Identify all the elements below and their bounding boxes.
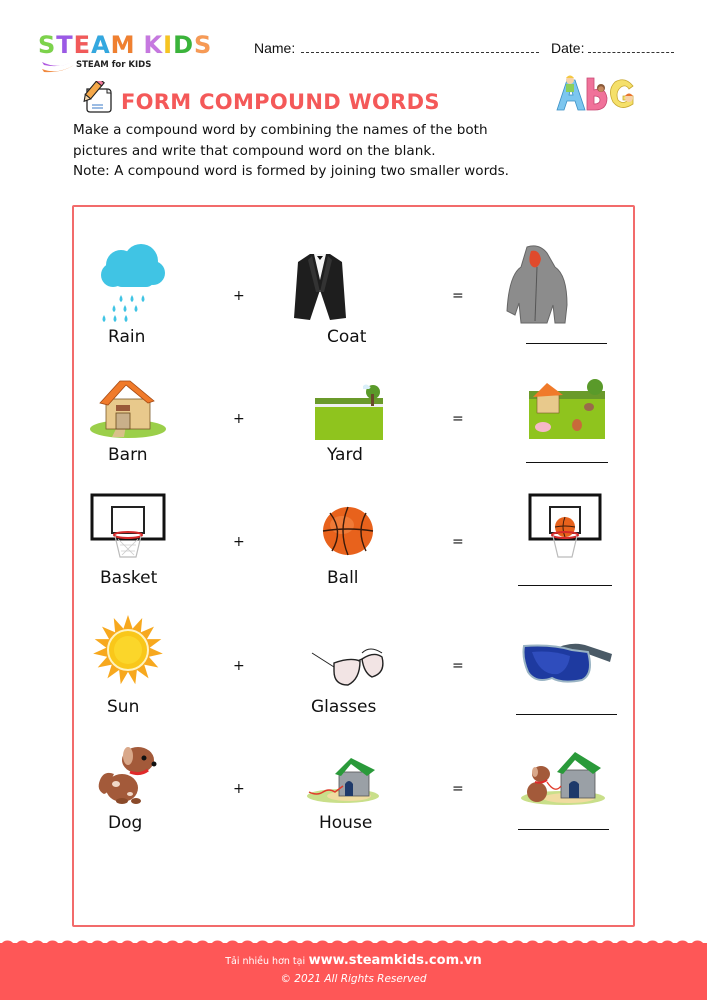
plus-sign: + (233, 534, 245, 550)
instruction-line: Make a compound word by combining the names of the both (73, 122, 488, 138)
logo-swoosh-icon (40, 59, 76, 75)
instruction-line: Note: A compound word is formed by joining two smaller words. (73, 163, 509, 179)
word-first: Dog (108, 813, 143, 833)
ball-icon (320, 505, 376, 557)
logo-letter: T (56, 31, 74, 59)
date-blank-line[interactable] (588, 43, 674, 53)
worksheet-title: FORM COMPOUND WORDS (121, 90, 440, 114)
name-field[interactable] (254, 40, 539, 56)
plus-sign: + (233, 288, 245, 304)
dog-icon (94, 744, 162, 804)
yard-icon (315, 384, 383, 440)
footer-website-link[interactable]: www.steamkids.com.vn (308, 953, 482, 968)
footer-download-line (0, 953, 707, 968)
barn-icon (88, 377, 168, 439)
logo-tagline: STEAM for KIDS (76, 60, 152, 70)
pencil-paper-icon (81, 81, 115, 115)
steam-kids-logo (38, 31, 238, 75)
logo-letter: I (163, 31, 174, 59)
word-first: Sun (107, 697, 140, 717)
glasses-icon (310, 643, 390, 689)
equals-sign: = (452, 411, 464, 427)
equals-sign: = (452, 658, 464, 674)
plus-sign: + (233, 411, 245, 427)
logo-wordmark (38, 31, 212, 59)
footer-prefix: Tải nhiều hơn tại (225, 956, 306, 967)
house-icon (305, 756, 381, 804)
tuxedo-coat-icon (290, 250, 350, 322)
footer (0, 943, 707, 1000)
name-label: Name: (254, 40, 296, 56)
word-second: Glasses (311, 697, 377, 717)
equals-sign: = (452, 288, 464, 304)
word-second: House (319, 813, 373, 833)
answer-blank[interactable] (518, 828, 609, 830)
answer-blank[interactable] (516, 713, 617, 715)
logo-letter: K (143, 31, 164, 59)
word-first: Barn (108, 445, 148, 465)
plus-sign: + (233, 781, 245, 797)
basketball-icon (528, 493, 602, 559)
equals-sign: = (452, 781, 464, 797)
footer-copyright: © 2021 All Rights Reserved (280, 973, 427, 985)
instructions (73, 120, 509, 182)
basketball-hoop-icon (90, 493, 166, 559)
word-second: Ball (327, 568, 359, 588)
logo-letter: S (38, 31, 57, 59)
date-field[interactable] (551, 40, 674, 56)
logo-letter: A (91, 31, 111, 59)
logo-letter: D (173, 31, 195, 59)
name-blank-line[interactable] (301, 43, 539, 53)
doghouse-icon (519, 750, 605, 806)
date-label: Date: (551, 40, 585, 56)
rain-cloud-icon (99, 243, 167, 325)
sunglasses-icon (522, 640, 616, 690)
word-second: Coat (327, 327, 367, 347)
logo-letter: S (194, 31, 213, 59)
word-first: Rain (108, 327, 146, 347)
word-second: Yard (327, 445, 363, 465)
logo-letter: M (110, 31, 136, 59)
sun-icon (90, 614, 166, 686)
logo-letter: E (73, 31, 92, 59)
barnyard-icon (529, 377, 605, 439)
plus-sign: + (233, 658, 245, 674)
instruction-line: pictures and write that compound word on the blank. (73, 142, 436, 159)
answer-blank[interactable] (518, 584, 612, 586)
answer-blank[interactable] (526, 461, 608, 463)
answer-blank[interactable] (526, 342, 607, 344)
word-first: Basket (100, 568, 158, 588)
abc-kids-illustration-icon (553, 74, 639, 112)
raincoat-icon (477, 245, 597, 325)
equals-sign: = (452, 534, 464, 550)
